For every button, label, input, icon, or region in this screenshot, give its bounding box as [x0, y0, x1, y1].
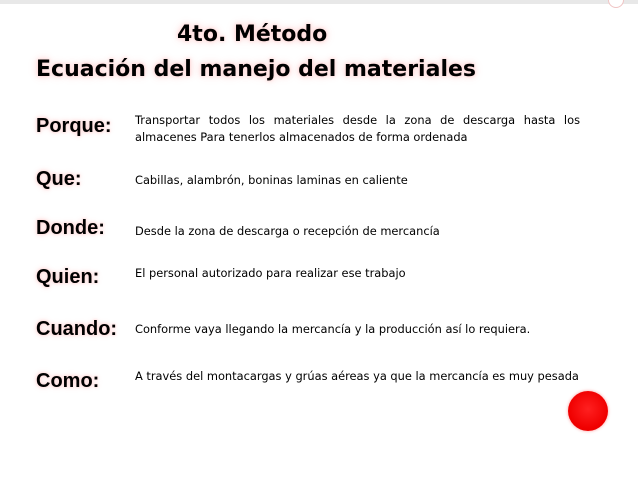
label-quien: Quien:	[36, 266, 100, 288]
label-donde: Donde:	[36, 217, 105, 239]
label-que: Que:	[36, 168, 82, 190]
label-cuando: Cuando:	[36, 318, 118, 340]
label-porque: Porque:	[36, 115, 112, 137]
text-porque: Transportar todos los materiales desde la zona de descarga hasta los almacenes Para tenerlos almacenados de forma ordenada	[135, 113, 580, 144]
top-accent-bar	[0, 0, 638, 4]
text-quien: El personal autorizado para realizar ese trabajo	[135, 266, 406, 280]
text-donde: Desde la zona de descarga o recepción de mercancía	[135, 224, 440, 238]
red-circle-decoration	[568, 391, 608, 431]
slide-title-method: 4to. Método	[177, 22, 328, 47]
text-como: A través del montacargas y grúas aéreas ya que la mercancía es muy pesada	[135, 369, 579, 383]
decorative-circle-top	[608, 0, 624, 8]
text-que: Cabillas, alambrón, boninas laminas en caliente	[135, 173, 408, 187]
slide-title-equation: Ecuación del manejo del materiales	[36, 57, 476, 82]
label-como: Como:	[36, 370, 100, 392]
text-cuando: Conforme vaya llegando la mercancía y la producción así lo requiera.	[135, 322, 531, 336]
